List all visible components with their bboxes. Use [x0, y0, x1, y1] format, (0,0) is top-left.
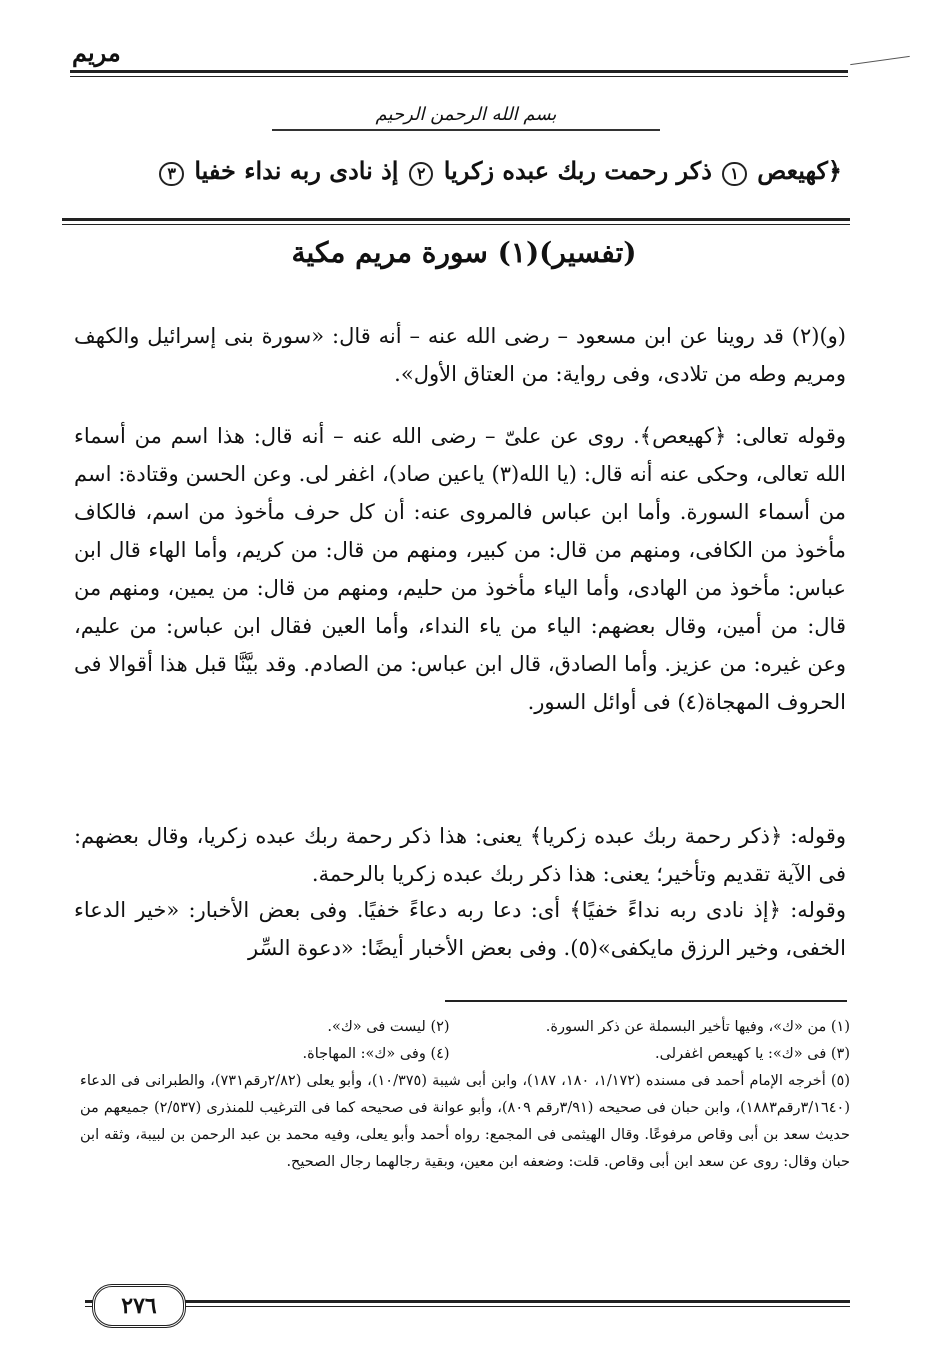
footnote-2: (٢) ليست فى «ك». [327, 1019, 450, 1035]
basmala: بسم الله الرحمن الرحيم [272, 104, 660, 131]
header-rule-thin [70, 76, 848, 77]
verse-text: ذكر رحمت ربك عبده زكريا [443, 156, 712, 185]
footer-rule-thin [85, 1306, 850, 1307]
ayah-number-marker: ١ [722, 162, 747, 186]
footnote-separator [445, 1000, 847, 1002]
verse-rule [62, 218, 850, 221]
footnote-3: (٣) فى «ك»: يا كهيعص اغفرلى. [654, 1046, 850, 1062]
footer-rule [85, 1300, 850, 1303]
page-number-badge: ٢٧٦ [92, 1284, 186, 1328]
footnotes [80, 1014, 850, 1176]
footnote-5: (٥) أخرجه الإمام أحمد فى مسنده (١/١٧٢، ١٨٠، ١٨٧)، وابن أبى شيبة (١٠/٣٧٥)، وأبو يعلى (٢/٨٢رقم٧٣١)، والطبرانى فى الدعاء (٣/١٦٤٠رقم١٨٨٣)، وابن حبان فى صحيحه (٣/٩١رقم ٨٠٩)، وأبو عوانة فى صحيحه كما فى الترغيب للمنذرى (٢/٥٣٧) جميعهم من حديث سعد بن أبى وقاص مرفوعًا. وقال الهيثمى فى المجمع: رواه أحمد وأبو يعلى، وفيه محمد بن عبد الرحمن بن لبيبة، وثقه ابن حبان وقال: روى عن سعد ابن أبى وقاص. قلت: وضعفه ابن معين، وبقية رجالهما رجال الصحيح. [80, 1073, 851, 1170]
section-title: (تفسير)(١) سورة مريم مكية [291, 236, 637, 269]
ayah-number-marker: ٢ [409, 162, 434, 186]
paragraph-iz-nada: وقوله: ﴿إذ نادى ربه نداءً خفيًا﴾ أى: دعا ربه دعاءً خفيًا. وفى بعض الأخبار: «خير الدعاء الخفى، وخير الرزق مايكفى»(٥). وفى بعض الأخبار أيضًا: «دعوة السِّر [74, 898, 846, 960]
verse-text: إذ نادى ربه نداء خفيا [194, 156, 399, 185]
verse-rule-thin [62, 224, 850, 225]
running-header-title: مريم [72, 38, 121, 67]
footnote-4: (٤) وفى «ك»: المهاجاة. [302, 1046, 450, 1062]
footnote-row [80, 1041, 850, 1068]
ayah-number-marker: ٣ [159, 162, 184, 186]
header-ornament-tail [850, 56, 910, 65]
paragraph-intro: (و)(٢) قد روينا عن ابن مسعود – رضى الله عنه – أنه قال: «سورة بنى إسرائيل والكهف ومريم وطه من تلادى، وفى رواية: من العتاق الأول». [74, 324, 846, 386]
footnote-row [80, 1014, 850, 1041]
quran-verses-line [62, 156, 842, 186]
verse-text: ﴿كهيعص [757, 156, 842, 185]
header-rule [70, 70, 848, 73]
paragraph-zikr-rahmat: وقوله: ﴿ذكر رحمة ربك عبده زكريا﴾ يعنى: هذا ذكر رحمة ربك عبده زكريا، وقال بعضهم: فى الآية تقديم وتأخير؛ يعنى: هذا ذكر ربك عبده زكريا بالرحمة. [74, 824, 846, 886]
paragraph-kaf-ha-ya-ain-sad: وقوله تعالى: ﴿كهيعص﴾. روى عن علىّ – رضى الله عنه – أنه قال: هذا اسم من أسماء الله تعالى، وحكى عنه أنه قال: (يا الله(٣) ياعين صاد)، اغفر لى. وعن الحسن وقتادة: اسم من أسماء السورة. وأما ابن عباس فالمروى عنه: أن كل حرف مأخوذ من اسم، فالكاف مأخوذ من الكافى، ومنهم من قال: من كبير، ومنهم من قال: من كريم، وأما الهاء قال ابن عباس: مأخوذ من الهادى، وأما الياء مأخوذ من حليم، ومنهم من قال: من يمين، ومنهم من قال: من أمين، وقال بعضهم: الياء من ياء النداء، وأما العين فقال ابن عباس: من عليم، وعن غيره: من عزيز. وأما الصادق، قال ابن عباس: من الصادم. وقد بيَّنَّا قبل هذا أقوالا فى الحروف المهجاة(٤) فى أوائل السور. [74, 424, 847, 714]
footnote-1: (١) من «ك»، وفيها تأخير البسملة عن ذكر السورة. [545, 1019, 850, 1035]
